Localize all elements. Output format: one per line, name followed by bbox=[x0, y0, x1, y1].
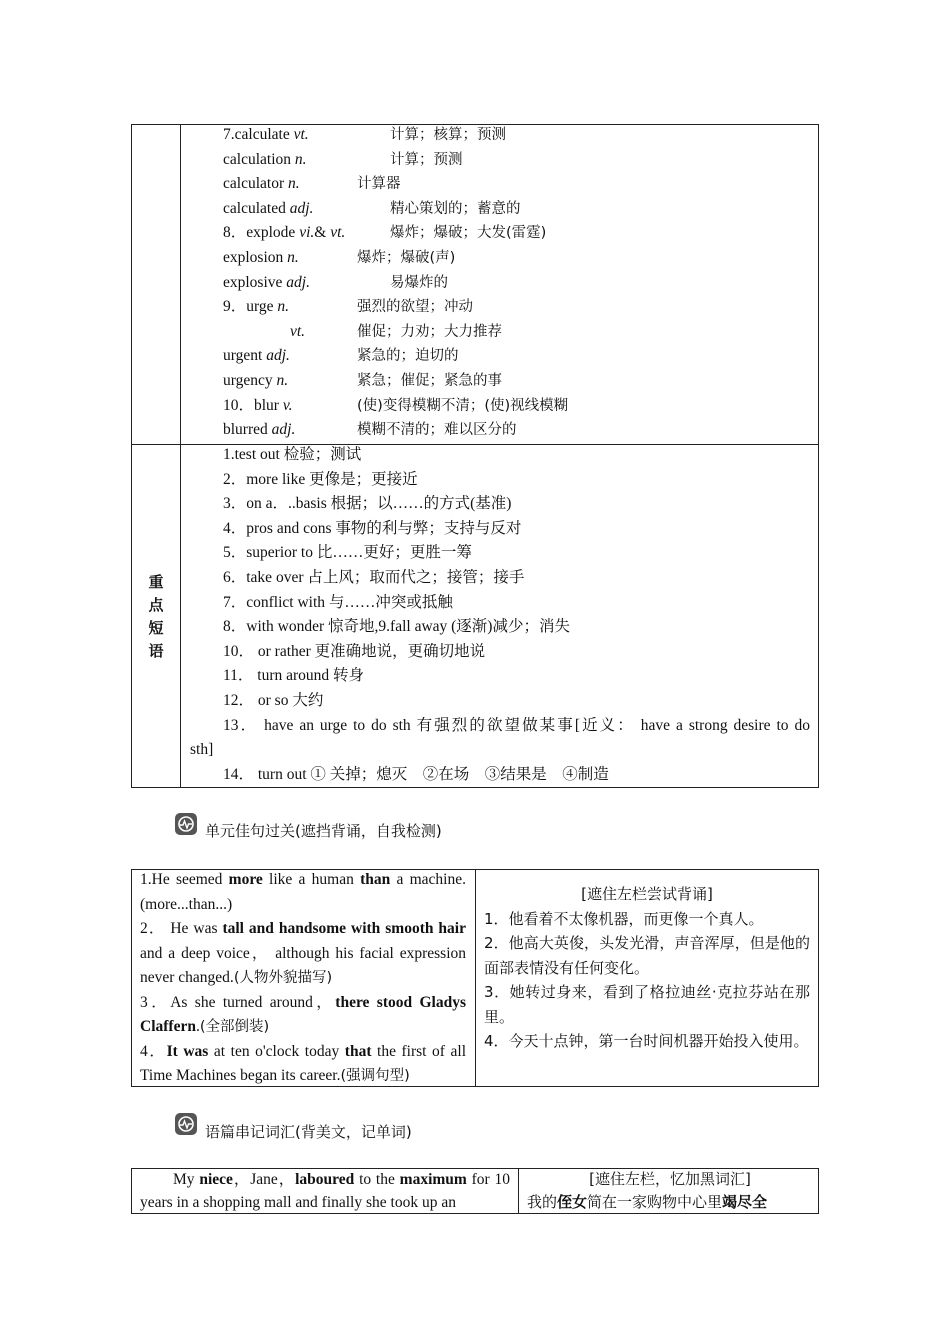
vocab-word bbox=[223, 248, 299, 268]
vocab-word bbox=[223, 150, 307, 170]
vocab-pos: n. bbox=[287, 175, 300, 193]
phrase-item: sth] bbox=[190, 741, 214, 759]
vocab-pos: n. bbox=[276, 372, 289, 389]
vocab-word bbox=[223, 174, 300, 194]
vocab-word-text: 7.calculate bbox=[223, 126, 294, 143]
vocab-word bbox=[223, 297, 289, 317]
vocab-word bbox=[290, 322, 305, 342]
vocab-word bbox=[223, 371, 288, 391]
vocab-pos: adj. bbox=[286, 273, 310, 291]
section-title-passage: 语篇串记词汇(背美文，记单词) bbox=[205, 1123, 412, 1141]
vocab-meaning: 紧急的；迫切的 bbox=[357, 348, 459, 365]
vocab-word-text: 10．blur bbox=[223, 396, 283, 414]
vocab-meaning: 精心策划的；蓄意的 bbox=[390, 200, 521, 217]
section-icon bbox=[174, 812, 198, 836]
vocab-connector: & bbox=[314, 224, 331, 242]
vocab-meaning: 计算；核算；预测 bbox=[390, 127, 506, 143]
vocab-word-text: calculator bbox=[223, 175, 288, 193]
vocab-meaning: 易爆炸的 bbox=[390, 274, 448, 291]
vocab-word-text: explosive bbox=[223, 273, 287, 291]
vocab-word bbox=[223, 199, 313, 219]
sentences-left bbox=[140, 868, 466, 1089]
vocab-pos: v. bbox=[282, 396, 293, 414]
vocab-word bbox=[223, 125, 309, 145]
phrase-item: 1.test out 检验；测试 bbox=[223, 446, 362, 463]
passage-translation: 我的侄女简在一家购物中心里竭尽全 bbox=[527, 1193, 768, 1211]
vocab-pos: vt. bbox=[330, 224, 346, 242]
vocab-pos: vt. bbox=[293, 126, 309, 143]
vocab-word-text: blurred bbox=[223, 421, 272, 439]
phrases-label-char: 点 bbox=[148, 596, 164, 614]
vocab-word bbox=[223, 420, 295, 440]
vocab-word-text: 9．urge bbox=[223, 298, 278, 316]
vocab-word-text: urgent bbox=[223, 347, 267, 365]
phrase-item: 13． have an urge to do sth 有强烈的欲望做某事[近义： have a strong desire to do bbox=[223, 716, 810, 734]
translation-2: 2．他高大英俊，头发光滑，声音浑厚，但是他的面部表情没有任何变化。 bbox=[484, 934, 810, 977]
vocab-meaning: 计算器 bbox=[357, 176, 401, 193]
vocab-word bbox=[223, 273, 310, 293]
vocab-pos: adj. bbox=[271, 421, 296, 439]
phrase-item: 3．on a．..basis 根据；以……的方式(基准) bbox=[223, 495, 512, 513]
vocab-word-text: calculated bbox=[223, 199, 290, 217]
vocab-word-text: calculation bbox=[223, 150, 295, 168]
vocab-meaning: (使)变得模糊不清；(使)视线模糊 bbox=[357, 397, 569, 414]
vocab-word-text: 8．explode bbox=[223, 224, 300, 242]
passage-left: My niece，Jane，laboured to the maximum for 10 years in a shopping mall and finally she took up an bbox=[140, 1171, 510, 1211]
vocab-meaning: 强烈的欲望；冲动 bbox=[357, 299, 473, 316]
table-divider bbox=[180, 124, 181, 788]
phrase-item: 4．pros and cons 事物的利与弊；支持与反对 bbox=[223, 519, 522, 537]
vocab-word bbox=[223, 223, 345, 243]
vocab-word-text: urgency bbox=[223, 372, 277, 389]
translation-1: 1．他看着不太像机器，而更像一个真人。 bbox=[484, 909, 764, 928]
vocab-meaning: 模糊不清的；难以区分的 bbox=[357, 422, 517, 439]
vocab-word bbox=[223, 346, 290, 366]
passage-right bbox=[527, 1168, 813, 1214]
phrase-item: 10． or rather 更准确地说，更确切地说 bbox=[223, 642, 486, 660]
phrase-item: 7．conflict with 与……冲突或抵触 bbox=[223, 593, 453, 611]
vocab-meaning: 催促；力劝；大力推荐 bbox=[357, 323, 502, 340]
sentence-1: 1.He seemed more like a human than a machine.(more...than...) bbox=[140, 871, 466, 913]
passage-right-heading: [遮住左栏，忆加黑词汇] bbox=[589, 1170, 751, 1188]
sentence-4: 4．It was at ten o'clock today that the first of all Time Machines began its career.(强调句型) bbox=[140, 1042, 467, 1084]
phrase-item: 14． turn out ① 关掉；熄灭 ②在场 ③结果是 ④制造 bbox=[223, 765, 609, 783]
vocab-pos: vi. bbox=[299, 224, 315, 242]
vocab-meaning: 爆炸；爆破(声) bbox=[357, 250, 456, 266]
vocab-meaning: 计算；预测 bbox=[390, 151, 463, 168]
vocab-pos: n. bbox=[287, 249, 299, 266]
phrases-label-char: 语 bbox=[148, 642, 164, 660]
vocab-pos: vt. bbox=[290, 322, 306, 340]
phrase-item: 6．take over 占上风；取而代之；接管；接手 bbox=[223, 569, 525, 586]
phrase-item: 5．superior to 比……更好；更胜一筹 bbox=[223, 544, 472, 562]
vocab-meaning: 爆炸；爆破；大发(雷霆) bbox=[390, 225, 547, 242]
vocab-pos: n. bbox=[294, 150, 307, 168]
translation-4: 4．今天十点钟，第一台时间机器开始投入使用。 bbox=[484, 1032, 809, 1050]
sentences-right-heading: [遮住左栏尝试背诵] bbox=[581, 885, 713, 903]
sentence-2: 2． He was tall and handsome with smooth hair and a deep voice， although his facial expression never changed.(人物外貌描写) bbox=[140, 920, 466, 986]
vocab-pos: n. bbox=[277, 298, 290, 316]
vocab-meaning: 紧急；催促；紧急的事 bbox=[357, 373, 502, 389]
vocab-pos: adj. bbox=[289, 199, 314, 217]
vocab-pos: adj. bbox=[266, 347, 290, 365]
sentence-3: 3．As she turned around，there stood Gladys Claffern.(全部倒装) bbox=[140, 993, 466, 1035]
table-divider bbox=[518, 1168, 519, 1214]
phrases-label-char: 短 bbox=[148, 619, 164, 637]
section-icon bbox=[174, 1112, 198, 1136]
phrase-item: 8．with wonder 惊奇地,9.fall away (逐渐)减少；消失 bbox=[223, 618, 570, 636]
vocab-word-text: explosion bbox=[223, 249, 288, 266]
phrase-item: 2．more like 更像是；更接近 bbox=[223, 470, 418, 488]
vocab-word bbox=[223, 396, 292, 416]
phrase-item: 11． turn around 转身 bbox=[223, 667, 365, 685]
table-divider bbox=[475, 869, 476, 1087]
phrases-label-char: 重 bbox=[148, 573, 164, 591]
sentences-right bbox=[484, 882, 810, 1054]
section-title-sentences: 单元佳句过关(遮挡背诵，自我检测) bbox=[205, 822, 442, 840]
phrase-item: 12． or so 大约 bbox=[223, 692, 324, 709]
translation-3: 3．她转过身来，看到了格拉迪丝·克拉芬站在那里。 bbox=[484, 983, 810, 1026]
